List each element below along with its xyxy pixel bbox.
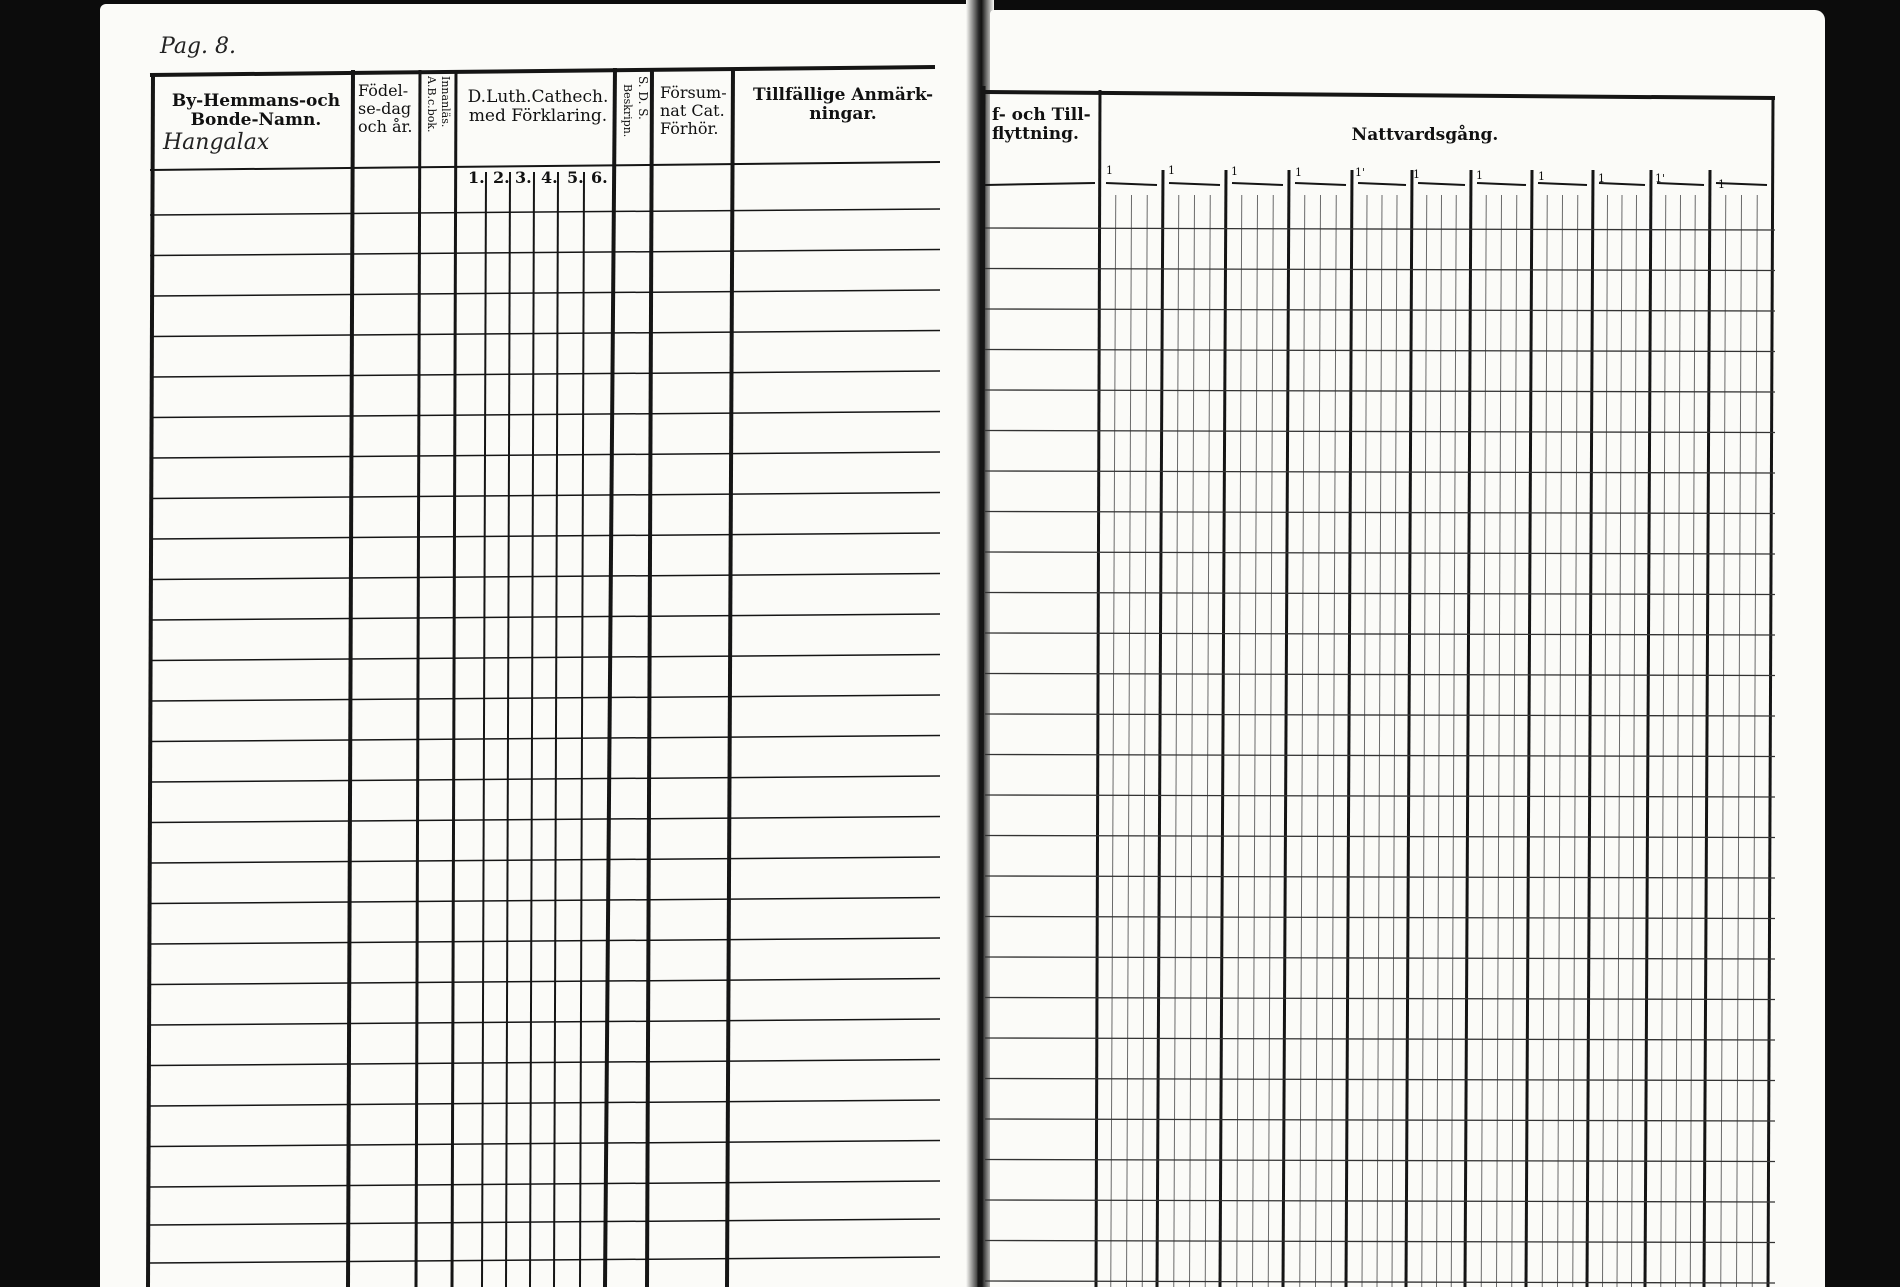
right-row-rule <box>985 431 1775 433</box>
cathech-subcolumn-rule <box>554 172 558 1287</box>
right-column-rule <box>1768 98 1773 1287</box>
nattvard-mark: 1 <box>1598 172 1605 185</box>
left-row-rule <box>150 290 940 296</box>
nattvard-mark: 1 <box>1295 166 1302 179</box>
nattvard-subcolumn-rule <box>1752 195 1757 1287</box>
left-row-rule <box>150 533 940 539</box>
nattvard-subcolumn-rule <box>1497 195 1502 1287</box>
nattvard-subcolumn-rule <box>1676 195 1681 1287</box>
cathech-subcolumn-rule <box>580 172 584 1287</box>
left-column-rule <box>647 68 652 1287</box>
nattvard-subcolumn-rule <box>1481 195 1486 1287</box>
right-row-rule <box>985 1038 1775 1040</box>
nattvard-subcolumn-rule <box>1237 195 1242 1287</box>
cathech-number-5: 5. <box>567 168 584 187</box>
cathech-subcolumn-rule <box>530 172 534 1287</box>
nattvard-subcolumn-rule <box>1632 195 1637 1287</box>
left-row-rule <box>150 1257 940 1263</box>
left-row-rule <box>150 898 940 904</box>
nattvard-subcolumn-rule <box>1422 195 1427 1287</box>
nattvard-subcolumn-rule <box>1451 195 1456 1287</box>
left-row-rule <box>150 1060 940 1066</box>
nattvard-subcolumn-rule <box>1174 195 1179 1287</box>
left-row-rule <box>150 452 940 458</box>
header-flyttning: f- och Till- flyttning. <box>992 105 1091 145</box>
right-column-rule <box>1096 90 1100 1287</box>
left-row-rule <box>150 412 940 418</box>
nattvard-head-rule <box>1169 183 1220 185</box>
left-column-rule <box>605 68 615 1287</box>
nattvard-column-rule <box>1526 170 1532 1287</box>
nattvard-subcolumn-rule <box>1205 195 1210 1287</box>
left-row-rule <box>150 695 940 701</box>
cathech-number-1: 1. <box>468 168 485 187</box>
nattvard-subcolumn-rule <box>1377 195 1382 1287</box>
nattvard-subcolumn-rule <box>1392 195 1397 1287</box>
nattvard-mark: 1 <box>1231 165 1238 178</box>
left-row-rule <box>150 979 940 985</box>
nattvard-mark: 1 <box>1538 170 1545 183</box>
right-row-rule <box>985 471 1775 473</box>
right-row-rule <box>985 1119 1775 1121</box>
nattvard-head-rule <box>1418 183 1465 185</box>
nattvard-head-rule <box>1358 183 1406 185</box>
nattvard-subcolumn-rule <box>1690 195 1695 1287</box>
left-row-rule <box>150 250 940 256</box>
nattvard-subcolumn-rule <box>1331 195 1336 1287</box>
right-row-rule <box>985 1200 1775 1202</box>
nattvard-head-rule <box>1599 183 1645 185</box>
left-row-rule <box>150 331 940 337</box>
left-header-top-rule <box>150 67 935 75</box>
left-column-rule <box>148 75 153 1287</box>
left-row-rule <box>150 574 940 580</box>
header-nattvardsgang: Nattvardsgång. <box>1351 125 1499 145</box>
left-row-rule <box>150 736 940 742</box>
header-fodelse: Födel- se-dag och år. <box>358 81 413 136</box>
nattvard-subcolumn-rule <box>1603 195 1608 1287</box>
right-row-rule <box>985 755 1775 757</box>
header-beskripn: Beskripn. <box>621 84 634 138</box>
nattvard-subcolumn-rule <box>1142 195 1147 1287</box>
left-row-rule <box>150 776 940 782</box>
nattvard-subcolumn-rule <box>1558 195 1563 1287</box>
nattvard-head-rule <box>1295 183 1346 185</box>
nattvard-mark: 1' <box>1355 166 1366 179</box>
right-row-rule <box>985 917 1775 919</box>
nattvard-subcolumn-rule <box>1300 195 1305 1287</box>
right-header-top-rule <box>985 92 1775 98</box>
header-sds: S. D. S. <box>636 76 650 120</box>
cathech-number-6: 6. <box>591 168 608 187</box>
left-row-rule <box>150 817 940 823</box>
right-column-rule <box>980 86 983 1287</box>
left-row-rule <box>150 371 940 377</box>
left-row-rule <box>150 1181 940 1187</box>
right-row-rule <box>985 228 1775 230</box>
cathech-number-2: 2. <box>493 168 510 187</box>
nattvard-subcolumn-rule <box>1512 195 1517 1287</box>
nattvard-head-rule <box>1106 183 1157 185</box>
right-row-rule <box>985 876 1775 878</box>
nattvard-subcolumn-rule <box>1437 195 1442 1287</box>
nattvard-mark: 1 <box>1413 168 1420 181</box>
right-row-rule <box>985 1241 1775 1243</box>
right-row-rule <box>985 1079 1775 1081</box>
header-cathech: D.Luth.Cathech. med Förklaring. <box>467 87 609 127</box>
header-innanlas: Innanläs. <box>439 76 452 128</box>
right-row-rule <box>985 1160 1775 1162</box>
nattvard-subcolumn-rule <box>1127 195 1132 1287</box>
left-row-rule <box>150 1100 940 1106</box>
nattvard-mark: 1 <box>1476 169 1483 182</box>
nattvard-subcolumn-rule <box>1542 195 1547 1287</box>
cathech-subcolumn-rule <box>482 172 486 1287</box>
left-row-rule <box>150 1219 940 1225</box>
nattvard-mark: 1 <box>1168 164 1175 177</box>
nattvard-subcolumn-rule <box>1737 195 1742 1287</box>
cathech-number-3: 3. <box>515 168 532 187</box>
left-row-rule <box>150 209 940 215</box>
left-row-rule <box>150 857 940 863</box>
page-number: Pag. 8. <box>160 34 236 59</box>
nattvard-subcolumn-rule <box>1253 195 1258 1287</box>
nattvard-subcolumn-rule <box>1573 195 1578 1287</box>
nattvard-column-rule <box>1587 170 1593 1287</box>
nattvard-subcolumn-rule <box>1111 195 1116 1287</box>
right-row-rule <box>985 836 1775 838</box>
nattvard-head-rule <box>1232 183 1283 185</box>
nattvard-subcolumn-rule <box>1316 195 1321 1287</box>
left-row-rule <box>150 655 940 661</box>
right-row-rule <box>985 309 1775 311</box>
header-abc-bok: A.B.c.bok. <box>425 76 438 133</box>
nattvard-subcolumn-rule <box>1268 195 1273 1287</box>
cathech-subcolumn-rule <box>506 172 510 1287</box>
right-row-rule <box>985 1281 1775 1283</box>
nattvard-subcolumn-rule <box>1362 195 1367 1287</box>
right-row-rule <box>985 350 1775 352</box>
left-row-rule <box>150 938 940 944</box>
header-forsumnat: Försum- nat Cat. Förhör. <box>660 83 727 138</box>
nattvard-head-rule <box>1477 183 1526 185</box>
right-row-rule <box>985 512 1775 514</box>
left-row-rule <box>150 1019 940 1025</box>
cathech-number-4: 4. <box>541 168 558 187</box>
nattvard-subcolumn-rule <box>1721 195 1726 1287</box>
nattvard-mark: 1 <box>1106 164 1113 177</box>
handwritten-village: Hangalax <box>163 130 270 155</box>
nattvard-head-rule <box>1538 183 1587 185</box>
nattvard-mark: 1 <box>1718 178 1725 191</box>
nattvard-subcolumn-rule <box>1617 195 1622 1287</box>
nattvard-column-rule <box>1465 170 1471 1287</box>
header-by-hemmans: By-Hemmans-och Bonde-Namn. <box>171 91 341 131</box>
right-row-rule <box>985 269 1775 271</box>
right-row-rule <box>985 957 1775 959</box>
nattvard-subcolumn-rule <box>1190 195 1195 1287</box>
left-row-rule <box>150 493 940 499</box>
nattvard-column-rule <box>1645 170 1651 1287</box>
nattvard-mark: 1' <box>1655 172 1666 185</box>
right-row-rule <box>985 998 1775 1000</box>
right-row-rule <box>985 795 1775 797</box>
nattvard-subcolumn-rule <box>1661 195 1666 1287</box>
nattvard-column-rule <box>1704 170 1710 1287</box>
right-row-rule <box>985 390 1775 392</box>
right-header-bottom-rule <box>985 183 1095 185</box>
header-tillfallige: Tillfällige Anmärk- ningar. <box>752 85 934 125</box>
left-row-rule <box>150 614 940 620</box>
left-row-rule <box>150 1141 940 1147</box>
